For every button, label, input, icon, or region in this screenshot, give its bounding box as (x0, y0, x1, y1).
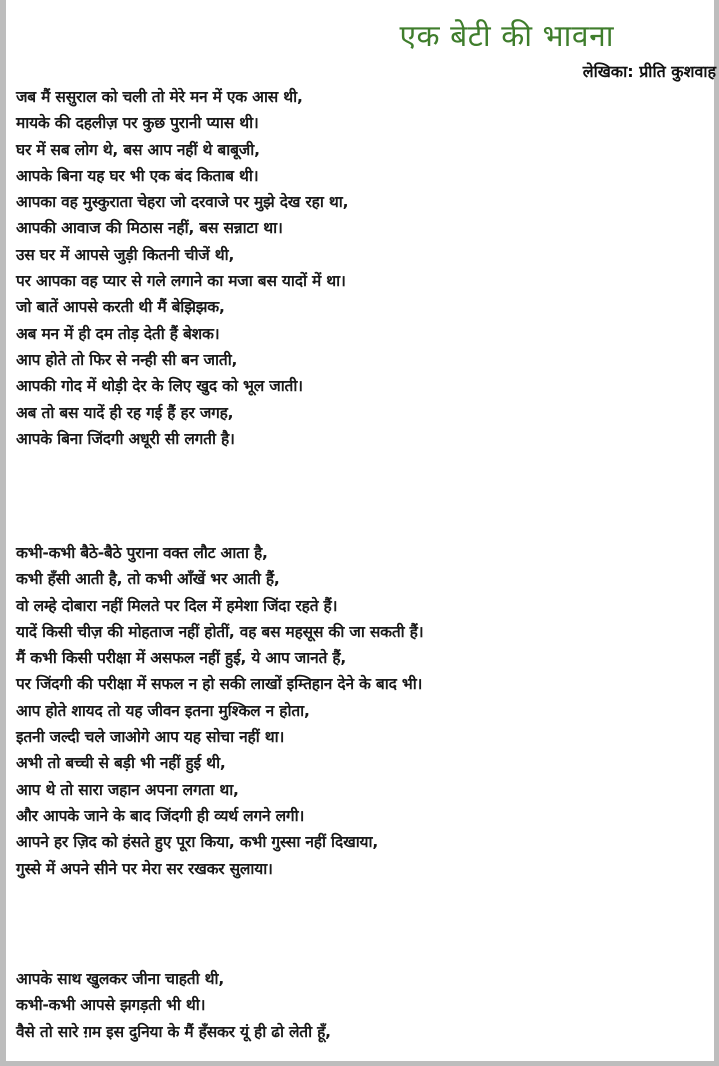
stanza-3 (16, 966, 331, 1045)
poem-line: आपके बिना यह घर भी एक बंद किताब थी। (16, 166, 259, 185)
poem-line: जो बातें आपसे करती थी मैं बेझिझक, (16, 298, 225, 317)
poem-line: और आपके जाने के बाद जिंदगी ही व्यर्थ लगने लगी। (16, 806, 305, 825)
poem-line: आप थे तो सारा जहान अपना लगता था, (16, 780, 239, 799)
poem-line: आपका वह मुस्कुराता चेहरा जो दरवाजे पर मुझे देख रहा था, (16, 193, 349, 212)
poem-line: आपकी गोद में थोड़ी देर के लिए खुद को भूल जाती। (16, 377, 303, 396)
stanza-2 (16, 540, 423, 882)
author-credit: लेखिका: प्रीति कुशवाह (582, 62, 716, 81)
poem-line: पर जिंदगी की परीक्षा में सफल न हो सकी लाखों इम्तिहान देने के बाद भी। (16, 675, 423, 694)
poem-line: इतनी जल्दी चले जाओगे आप यह सोचा नहीं था। (16, 728, 285, 747)
poem-line: कभी हँसी आती है, तो कभी आँखें भर आती हैं, (16, 570, 280, 589)
poem-line: आप होते तो फिर से नन्ही सी बन जाती, (16, 350, 238, 369)
poem-line: आपके साथ खुलकर जीना चाहती थी, (16, 970, 225, 988)
poem-line: घर में सब लोग थे, बस आप नहीं थे बाबूजी, (16, 140, 260, 159)
poem-line: आपकी आवाज की मिठास नहीं, बस सन्नाटा था। (16, 219, 283, 238)
poem-line: उस घर में आपसे जुड़ी कितनी चीजें थी, (16, 245, 235, 264)
poem-line: आप होते शायद तो यह जीवन इतना मुश्किल न होता, (16, 701, 310, 720)
poem-line: कभी-कभी बैठे-बैठे पुराना वक्त लौट आता है, (16, 544, 268, 562)
poem-line: मायके की दहलीज़ पर कुछ पुरानी प्यास थी। (16, 114, 259, 133)
document-page (6, 0, 714, 1061)
poem-line: जब मैं ससुराल को चली तो मेरे मन में एक आस थी, (16, 88, 303, 106)
poem-line: अभी तो बच्ची से बड़ी भी नहीं हुई थी, (16, 754, 226, 773)
poem-line: वो लम्हे दोबारा नहीं मिलते पर दिल में हमेशा जिंदा रहते हैं। (16, 596, 338, 615)
poem-line: आपके बिना जिंदगी अधूरी सी लगती है। (16, 429, 235, 448)
poem-line: कभी-कभी आपसे झगड़ती भी थी। (16, 996, 206, 1015)
poem-line: पर आपका वह प्यार से गले लगाने का मजा बस यादों में था। (16, 272, 346, 291)
stanza-1 (16, 84, 348, 452)
poem-title: एक बेटी की भावना (399, 19, 614, 54)
poem-line: अब तो बस यादें ही रह गई हैं हर जगह, (16, 403, 234, 422)
poem-line: आपने हर ज़िद को हंसते हुए पूरा किया, कभी गुस्सा नहीं दिखाया, (16, 833, 379, 852)
poem-line: वैसे तो सारे ग़म इस दुनिया के मैं हँसकर यूं ही ढो लेती हूँ, (16, 1022, 331, 1041)
poem-line: गुस्से में अपने सीने पर मेरा सर रखकर सुलाया। (16, 859, 273, 878)
poem-line: मैं कभी किसी परीक्षा में असफल नहीं हुई, ये आप जानते हैं, (16, 649, 347, 668)
poem-line: अब मन में ही दम तोड़ देती हैं बेशक। (16, 324, 220, 343)
poem-line: यादें किसी चीज़ की मोहताज नहीं होतीं, वह बस महसूस की जा सकती हैं। (16, 622, 424, 641)
